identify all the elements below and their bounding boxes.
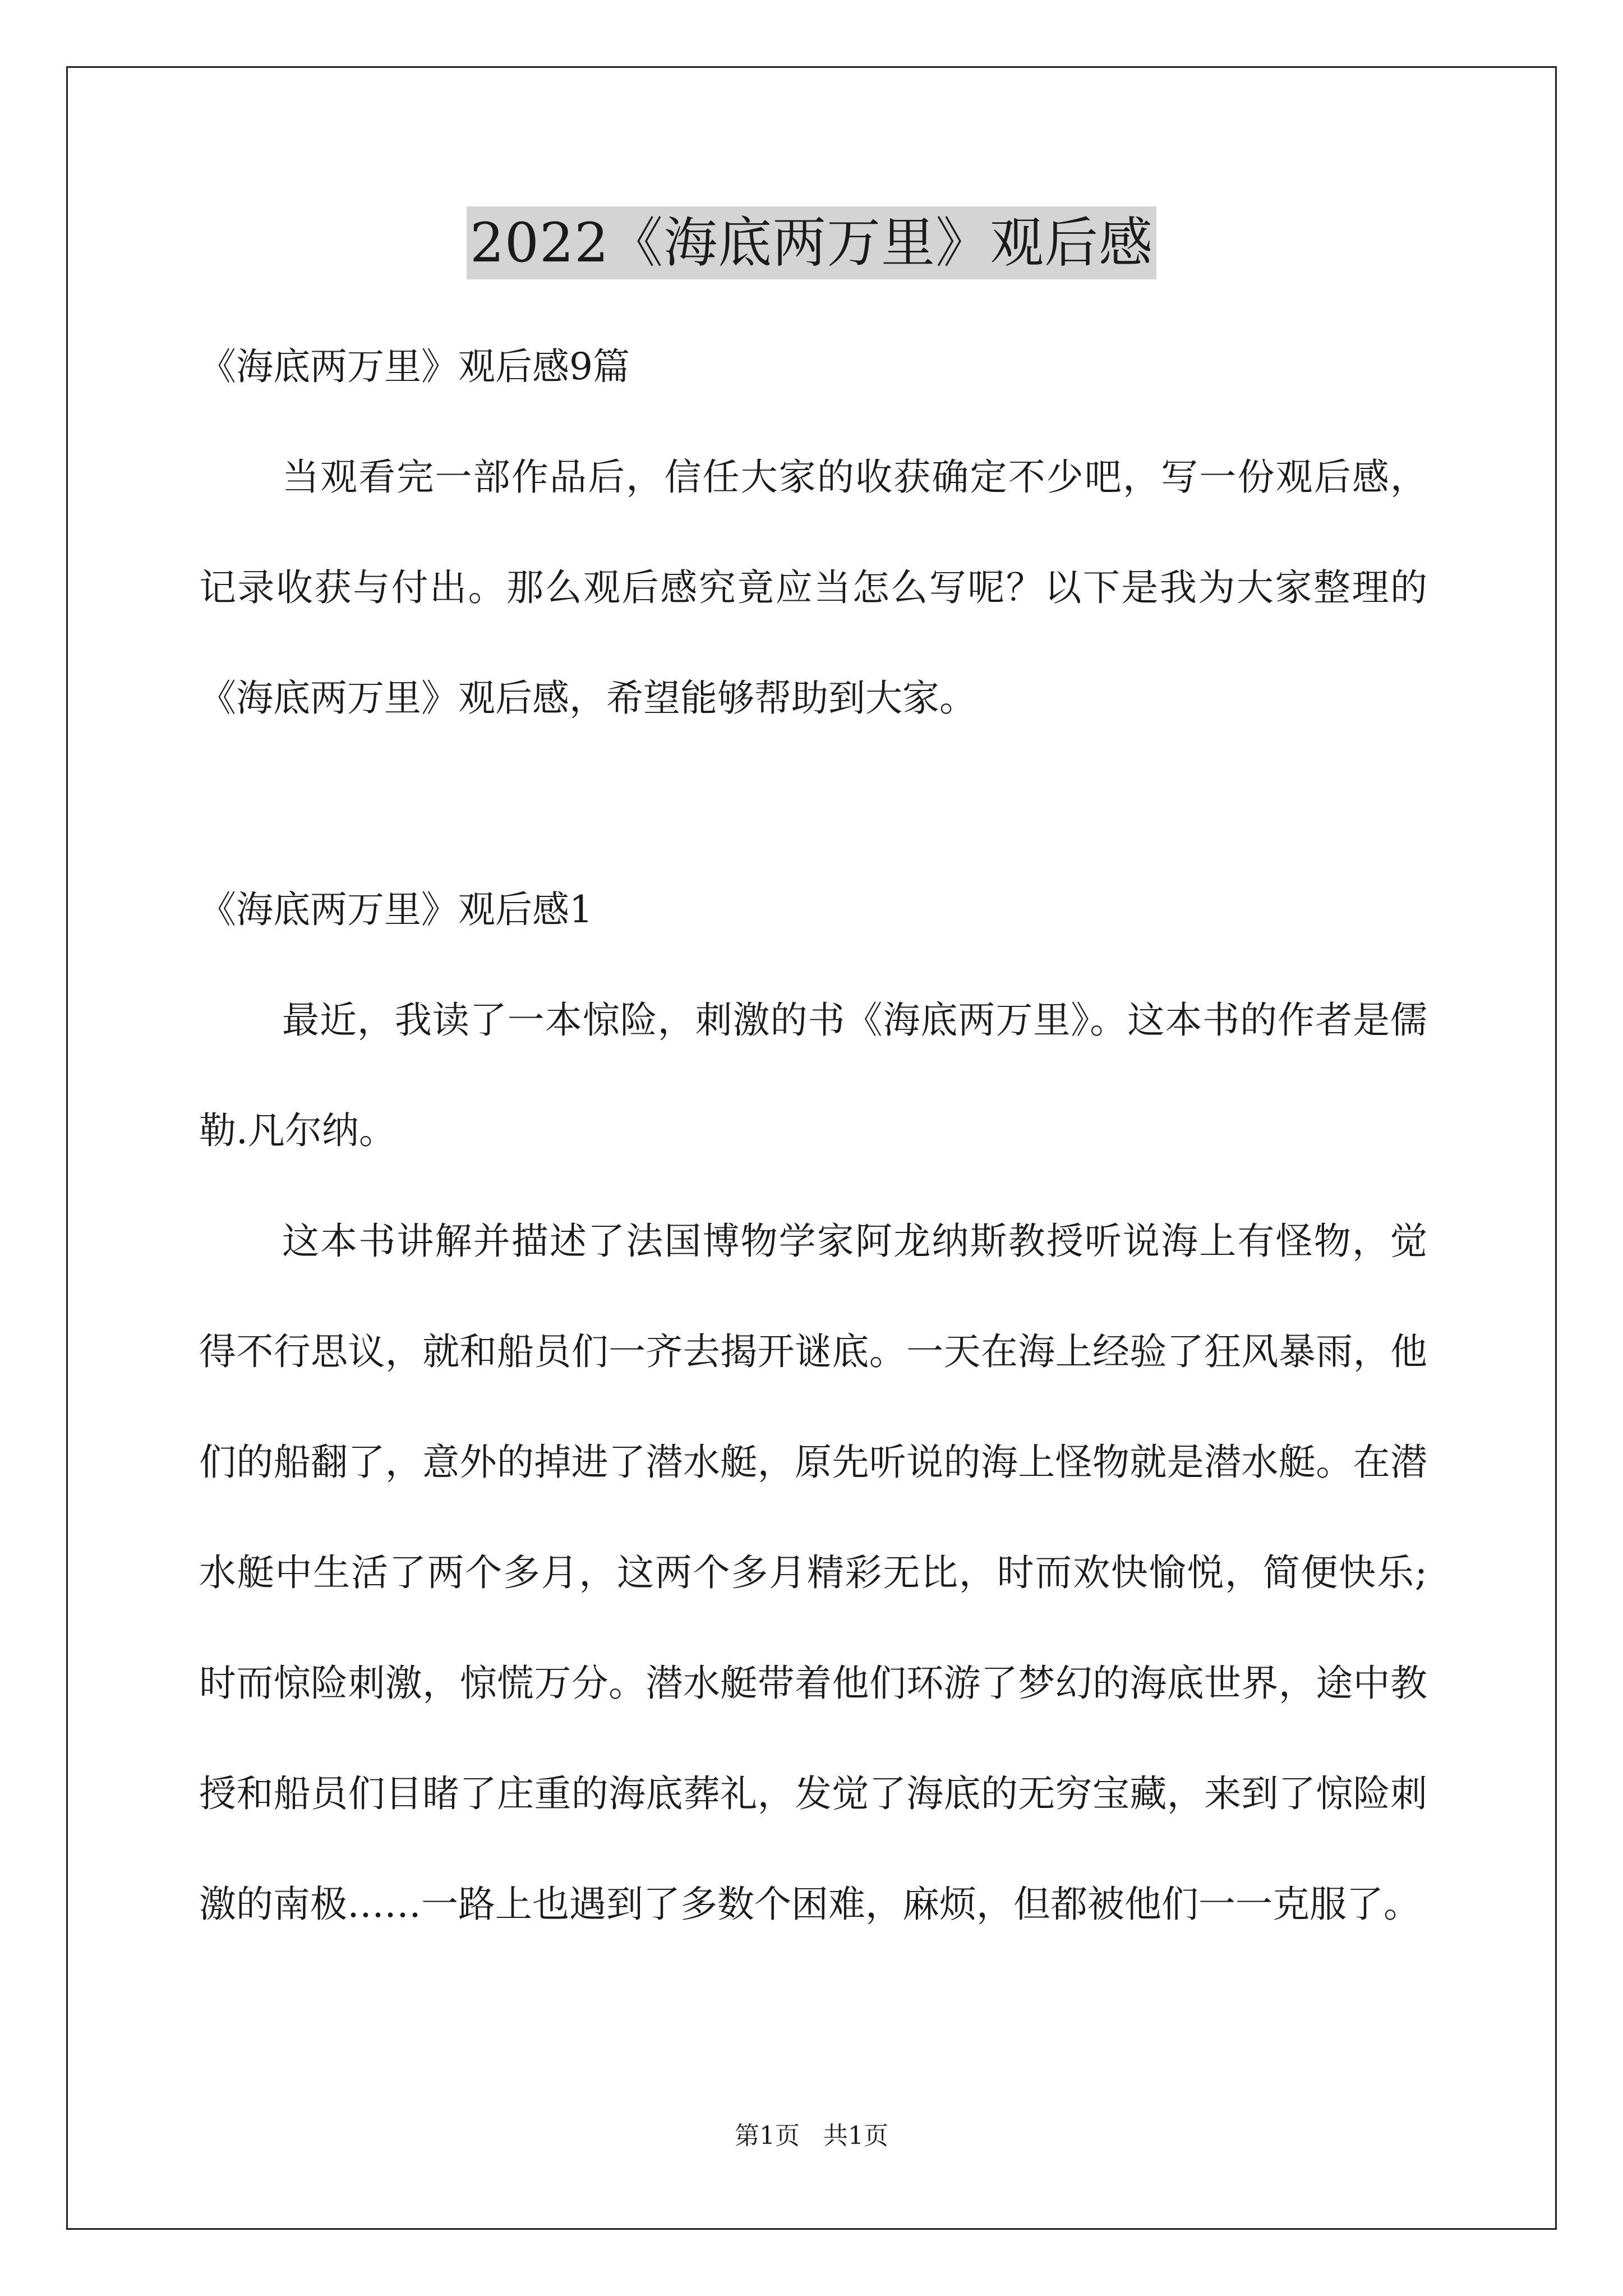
section-spacer <box>199 753 1427 854</box>
subtitle: 《海底两万里》观后感9篇 <box>199 345 630 388</box>
body-paragraph: 这本书讲解并描述了法国博物学家阿龙纳斯教授听说海上有怪物，觉得不行思议，就和船员们一齐去揭开谜底。一天在海上经验了狂风暴雨，他们的船翻了，意外的掉进了潜水艇，原先听说的海上怪物就是潜水艇。在潜水艇中生活了两个多月，这两个多月精彩无比，时而欢快愉悦，简便快乐;时而惊险刺激，惊慌万分。潜水艇带着他们环游了梦幻的海底世界，途中教授和船员们目睹了庄重的海底葬礼，发觉了海底的无穷宝藏，来到了惊险刺激的南极……一路上也遇到了多数个困难，麻烦，但都被他们一一克服了。 <box>199 1220 1427 1926</box>
page-footer <box>0 2119 1623 2153</box>
document-title: 2022《海底两万里》观后感 <box>467 206 1156 279</box>
title-container <box>0 206 1623 279</box>
page-number: 第1页 <box>735 2122 800 2150</box>
section-heading: 《海底两万里》观后感1 <box>199 888 593 931</box>
page-total: 共1页 <box>823 2122 888 2150</box>
body-paragraph: 最近，我读了一本惊险，刺激的书《海底两万里》。这本书的作者是儒勒.凡尔纳。 <box>199 999 1427 1152</box>
intro-paragraph: 当观看完一部作品后，信任大家的收获确定不少吧，写一份观后感，记录收获与付出。那么观后感究竟应当怎么写呢？以下是我为大家整理的《海底两万里》观后感，希望能够帮助到大家。 <box>199 455 1427 720</box>
document-body <box>199 311 1427 1959</box>
